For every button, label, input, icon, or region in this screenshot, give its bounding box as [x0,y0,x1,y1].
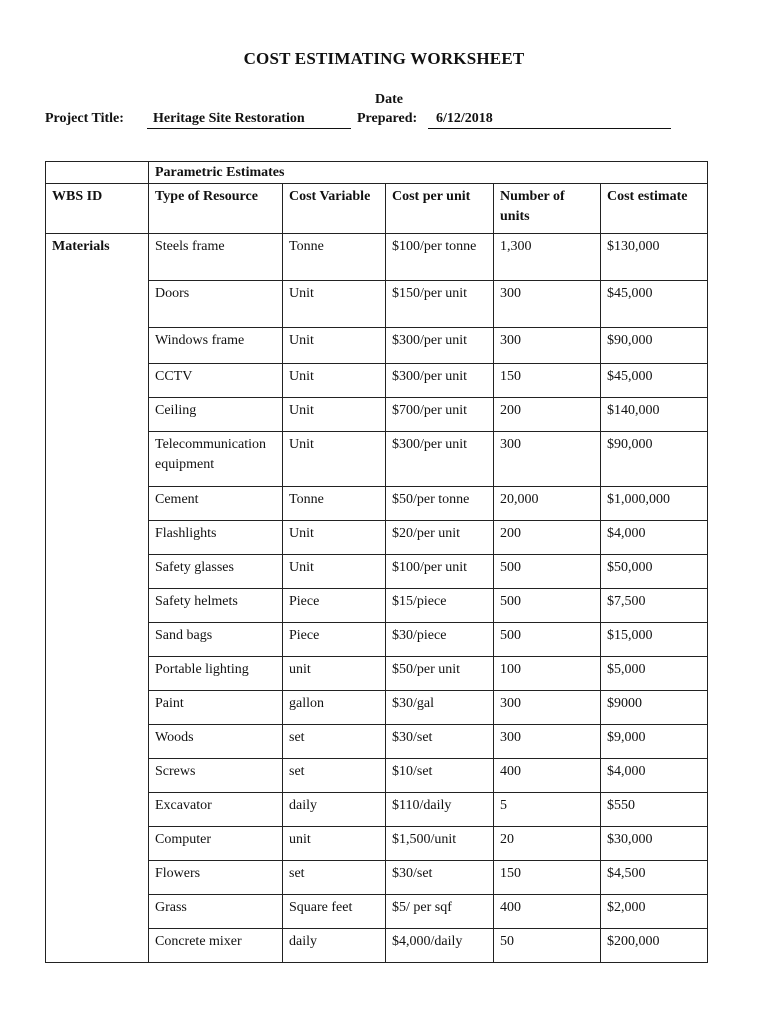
resource-cell: CCTV [149,364,283,398]
section-label: Parametric Estimates [149,162,708,184]
cost-estimate-cell: $15,000 [601,623,708,657]
units-cell: 20,000 [494,487,601,521]
cost-per-unit-cell: $150/per unit [386,281,494,328]
cost-variable-cell: set [283,759,386,793]
units-cell: 1,300 [494,234,601,281]
cost-variable-cell: Unit [283,281,386,328]
cost-estimate-cell: $9,000 [601,725,708,759]
cost-estimate-cell: $50,000 [601,555,708,589]
cost-per-unit-cell: $300/per unit [386,432,494,487]
cost-estimate-cell: $1,000,000 [601,487,708,521]
resource-cell: Computer [149,827,283,861]
project-title-field[interactable]: Heritage Site Restoration [147,111,351,129]
units-cell: 500 [494,623,601,657]
prepared-label: Prepared: [357,111,418,126]
cost-variable-cell: Piece [283,623,386,657]
cost-per-unit-cell: $30/set [386,725,494,759]
section-header-row [46,162,708,184]
resource-cell: Portable lighting [149,657,283,691]
units-cell: 300 [494,328,601,364]
resource-cell: Flowers [149,861,283,895]
wbs-group-materials: Materials [46,234,149,963]
resource-cell: Ceiling [149,398,283,432]
resource-cell: Woods [149,725,283,759]
units-cell: 500 [494,589,601,623]
cost-per-unit-cell: $5/ per sqf [386,895,494,929]
units-cell: 20 [494,827,601,861]
cost-estimate-cell: $5,000 [601,657,708,691]
cost-estimate-cell: $4,000 [601,759,708,793]
cost-per-unit-cell: $300/per unit [386,364,494,398]
cost-estimate-cell: $2,000 [601,895,708,929]
resource-cell: Paint [149,691,283,725]
resource-cell: Excavator [149,793,283,827]
cost-variable-cell: Unit [283,555,386,589]
cost-per-unit-cell: $15/piece [386,589,494,623]
resource-cell: Concrete mixer [149,929,283,963]
prepared-date-field[interactable]: 6/12/2018 [428,111,671,129]
cost-estimate-cell: $90,000 [601,432,708,487]
col-header-cost-per-unit: Cost per unit [386,184,494,234]
cost-variable-cell: unit [283,827,386,861]
units-cell: 150 [494,364,601,398]
resource-cell: Grass [149,895,283,929]
cost-estimate-cell: $140,000 [601,398,708,432]
col-header-type-of-resource: Type of Resource [149,184,283,234]
cost-per-unit-cell: $300/per unit [386,328,494,364]
resource-cell: Windows frame [149,328,283,364]
cost-estimate-cell: $4,500 [601,861,708,895]
cost-variable-cell: Piece [283,589,386,623]
cost-per-unit-cell: $30/piece [386,623,494,657]
units-cell: 500 [494,555,601,589]
cost-per-unit-cell: $20/per unit [386,521,494,555]
cost-per-unit-cell: $50/per tonne [386,487,494,521]
cost-estimate-cell: $45,000 [601,281,708,328]
units-cell: 100 [494,657,601,691]
units-cell: 300 [494,281,601,328]
resource-cell: Cement [149,487,283,521]
cost-variable-cell: Unit [283,328,386,364]
cost-variable-cell: Square feet [283,895,386,929]
col-header-cost-estimate: Cost estimate [601,184,708,234]
cost-variable-cell: Unit [283,432,386,487]
cost-variable-cell: Unit [283,398,386,432]
cost-estimate-cell: $130,000 [601,234,708,281]
cost-variable-cell: Tonne [283,487,386,521]
resource-cell: Doors [149,281,283,328]
cost-per-unit-cell: $10/set [386,759,494,793]
cost-per-unit-cell: $30/set [386,861,494,895]
units-cell: 300 [494,691,601,725]
cost-variable-cell: gallon [283,691,386,725]
date-label: Date [375,92,403,107]
units-cell: 400 [494,895,601,929]
resource-cell: Safety helmets [149,589,283,623]
units-cell: 150 [494,861,601,895]
resource-cell: Flashlights [149,521,283,555]
units-cell: 200 [494,521,601,555]
units-cell: 50 [494,929,601,963]
resource-cell: Safety glasses [149,555,283,589]
cost-estimate-cell: $45,000 [601,364,708,398]
cost-variable-cell: Unit [283,364,386,398]
cost-estimate-cell: $90,000 [601,328,708,364]
resource-cell: Sand bags [149,623,283,657]
cost-per-unit-cell: $110/daily [386,793,494,827]
empty-cell [46,162,149,184]
col-header-wbs-id: WBS ID [46,184,149,234]
cost-per-unit-cell: $1,500/unit [386,827,494,861]
units-cell: 5 [494,793,601,827]
cost-per-unit-cell: $700/per unit [386,398,494,432]
cost-variable-cell: daily [283,793,386,827]
cost-per-unit-cell: $4,000/daily [386,929,494,963]
units-cell: 300 [494,725,601,759]
cost-variable-cell: unit [283,657,386,691]
cost-variable-cell: daily [283,929,386,963]
cost-per-unit-cell: $50/per unit [386,657,494,691]
cost-variable-cell: set [283,725,386,759]
cost-per-unit-cell: $100/per tonne [386,234,494,281]
units-cell: 400 [494,759,601,793]
cost-variable-cell: set [283,861,386,895]
cost-estimate-table [45,161,708,963]
col-header-number-of-units: Number of units [494,184,601,234]
worksheet-title: COST ESTIMATING WORKSHEET [243,49,525,68]
project-title-label: Project Title: [45,111,124,126]
cost-per-unit-cell: $30/gal [386,691,494,725]
cost-variable-cell: Unit [283,521,386,555]
cost-estimate-cell: $550 [601,793,708,827]
table-row [46,234,708,281]
cost-estimate-cell: $9000 [601,691,708,725]
units-cell: 300 [494,432,601,487]
column-header-row [46,184,708,234]
resource-cell: Telecommunication equipment [149,432,283,487]
units-cell: 200 [494,398,601,432]
resource-cell: Screws [149,759,283,793]
col-header-cost-variable: Cost Variable [283,184,386,234]
cost-per-unit-cell: $100/per unit [386,555,494,589]
cost-estimate-cell: $30,000 [601,827,708,861]
cost-estimate-cell: $4,000 [601,521,708,555]
cost-estimate-cell: $200,000 [601,929,708,963]
cost-variable-cell: Tonne [283,234,386,281]
resource-cell: Steels frame [149,234,283,281]
cost-estimate-cell: $7,500 [601,589,708,623]
